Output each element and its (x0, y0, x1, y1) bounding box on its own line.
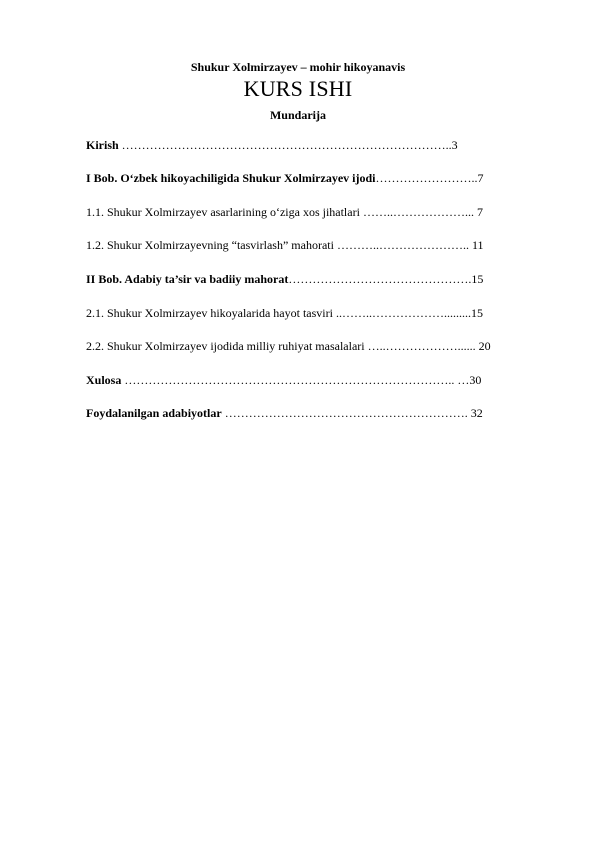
toc-entry-references (86, 405, 483, 421)
toc-entry-label: Kirish (86, 138, 119, 152)
toc-entry-leader: ………………………………………. (288, 272, 472, 286)
toc-entry-page: 32 (470, 406, 483, 420)
toc-entry-label: II Bob. Adabiy ta’sir va badiiy mahorat (86, 272, 289, 286)
toc-entry-label: 2.2. Shukur Xolmirzayev ijodida milliy ruhiyat masalalari (86, 339, 365, 353)
toc-entry-leader: ……………………………………………………. (221, 406, 471, 420)
toc-entry-chapter-2 (86, 271, 483, 287)
toc-entry-label: Foydalanilgan adabiyotlar (86, 406, 222, 420)
toc-entry-section-1-1 (86, 204, 483, 220)
toc-entry-leader: ……..………………... (359, 205, 477, 219)
toc-entry-leader: ……………………………………………………………………….. … (121, 373, 470, 387)
document-title: KURS ISHI (243, 76, 353, 101)
toc-entry-leader: ………..………………….. (333, 238, 472, 252)
toc-entry-chapter-1 (86, 170, 484, 186)
toc-entry-kirish (86, 137, 458, 153)
toc-entry-page: 7 (477, 171, 484, 185)
toc-entry-section-2-1 (86, 305, 483, 321)
toc-heading: Mundarija (269, 108, 326, 122)
toc-entry-page: 20 (478, 339, 491, 353)
document-subtitle: Shukur Xolmirzayev – mohir hikoyanavis (190, 60, 406, 74)
toc-entry-page: 7 (476, 205, 483, 219)
toc-entry-leader: ……………………………………………………………………….. (118, 138, 452, 152)
toc-entry-label: 1.1. Shukur Xolmirzayev asarlarining o‘ziga xos jihatlari (86, 205, 360, 219)
toc-entry-page: 3 (451, 138, 458, 152)
toc-entry-page: 15 (470, 306, 483, 320)
toc-entry-leader: …………………….. (375, 171, 478, 185)
toc-entry-leader: ..……..………………......... (332, 306, 471, 320)
toc-entry-page: 15 (471, 272, 484, 286)
toc-entry-label: I Bob. O‘zbek hikoyachiligida Shukur Xolmirzayev ijodi (86, 171, 376, 185)
toc-entry-section-2-2 (86, 338, 491, 354)
toc-entry-label: 1.2. Shukur Xolmirzayevning “tasvirlash” mahorati (86, 238, 334, 252)
toc-entry-section-1-2 (86, 237, 484, 253)
toc-entry-label: Xulosa (86, 373, 122, 387)
toc-entry-leader: …..………………...... (364, 339, 479, 353)
toc-entry-page: 11 (471, 238, 484, 252)
toc-entry-label: 2.1. Shukur Xolmirzayev hikoyalarida hayot tasviri (86, 306, 333, 320)
toc-entry-page: 30 (469, 373, 482, 387)
toc-entry-xulosa (86, 372, 481, 388)
